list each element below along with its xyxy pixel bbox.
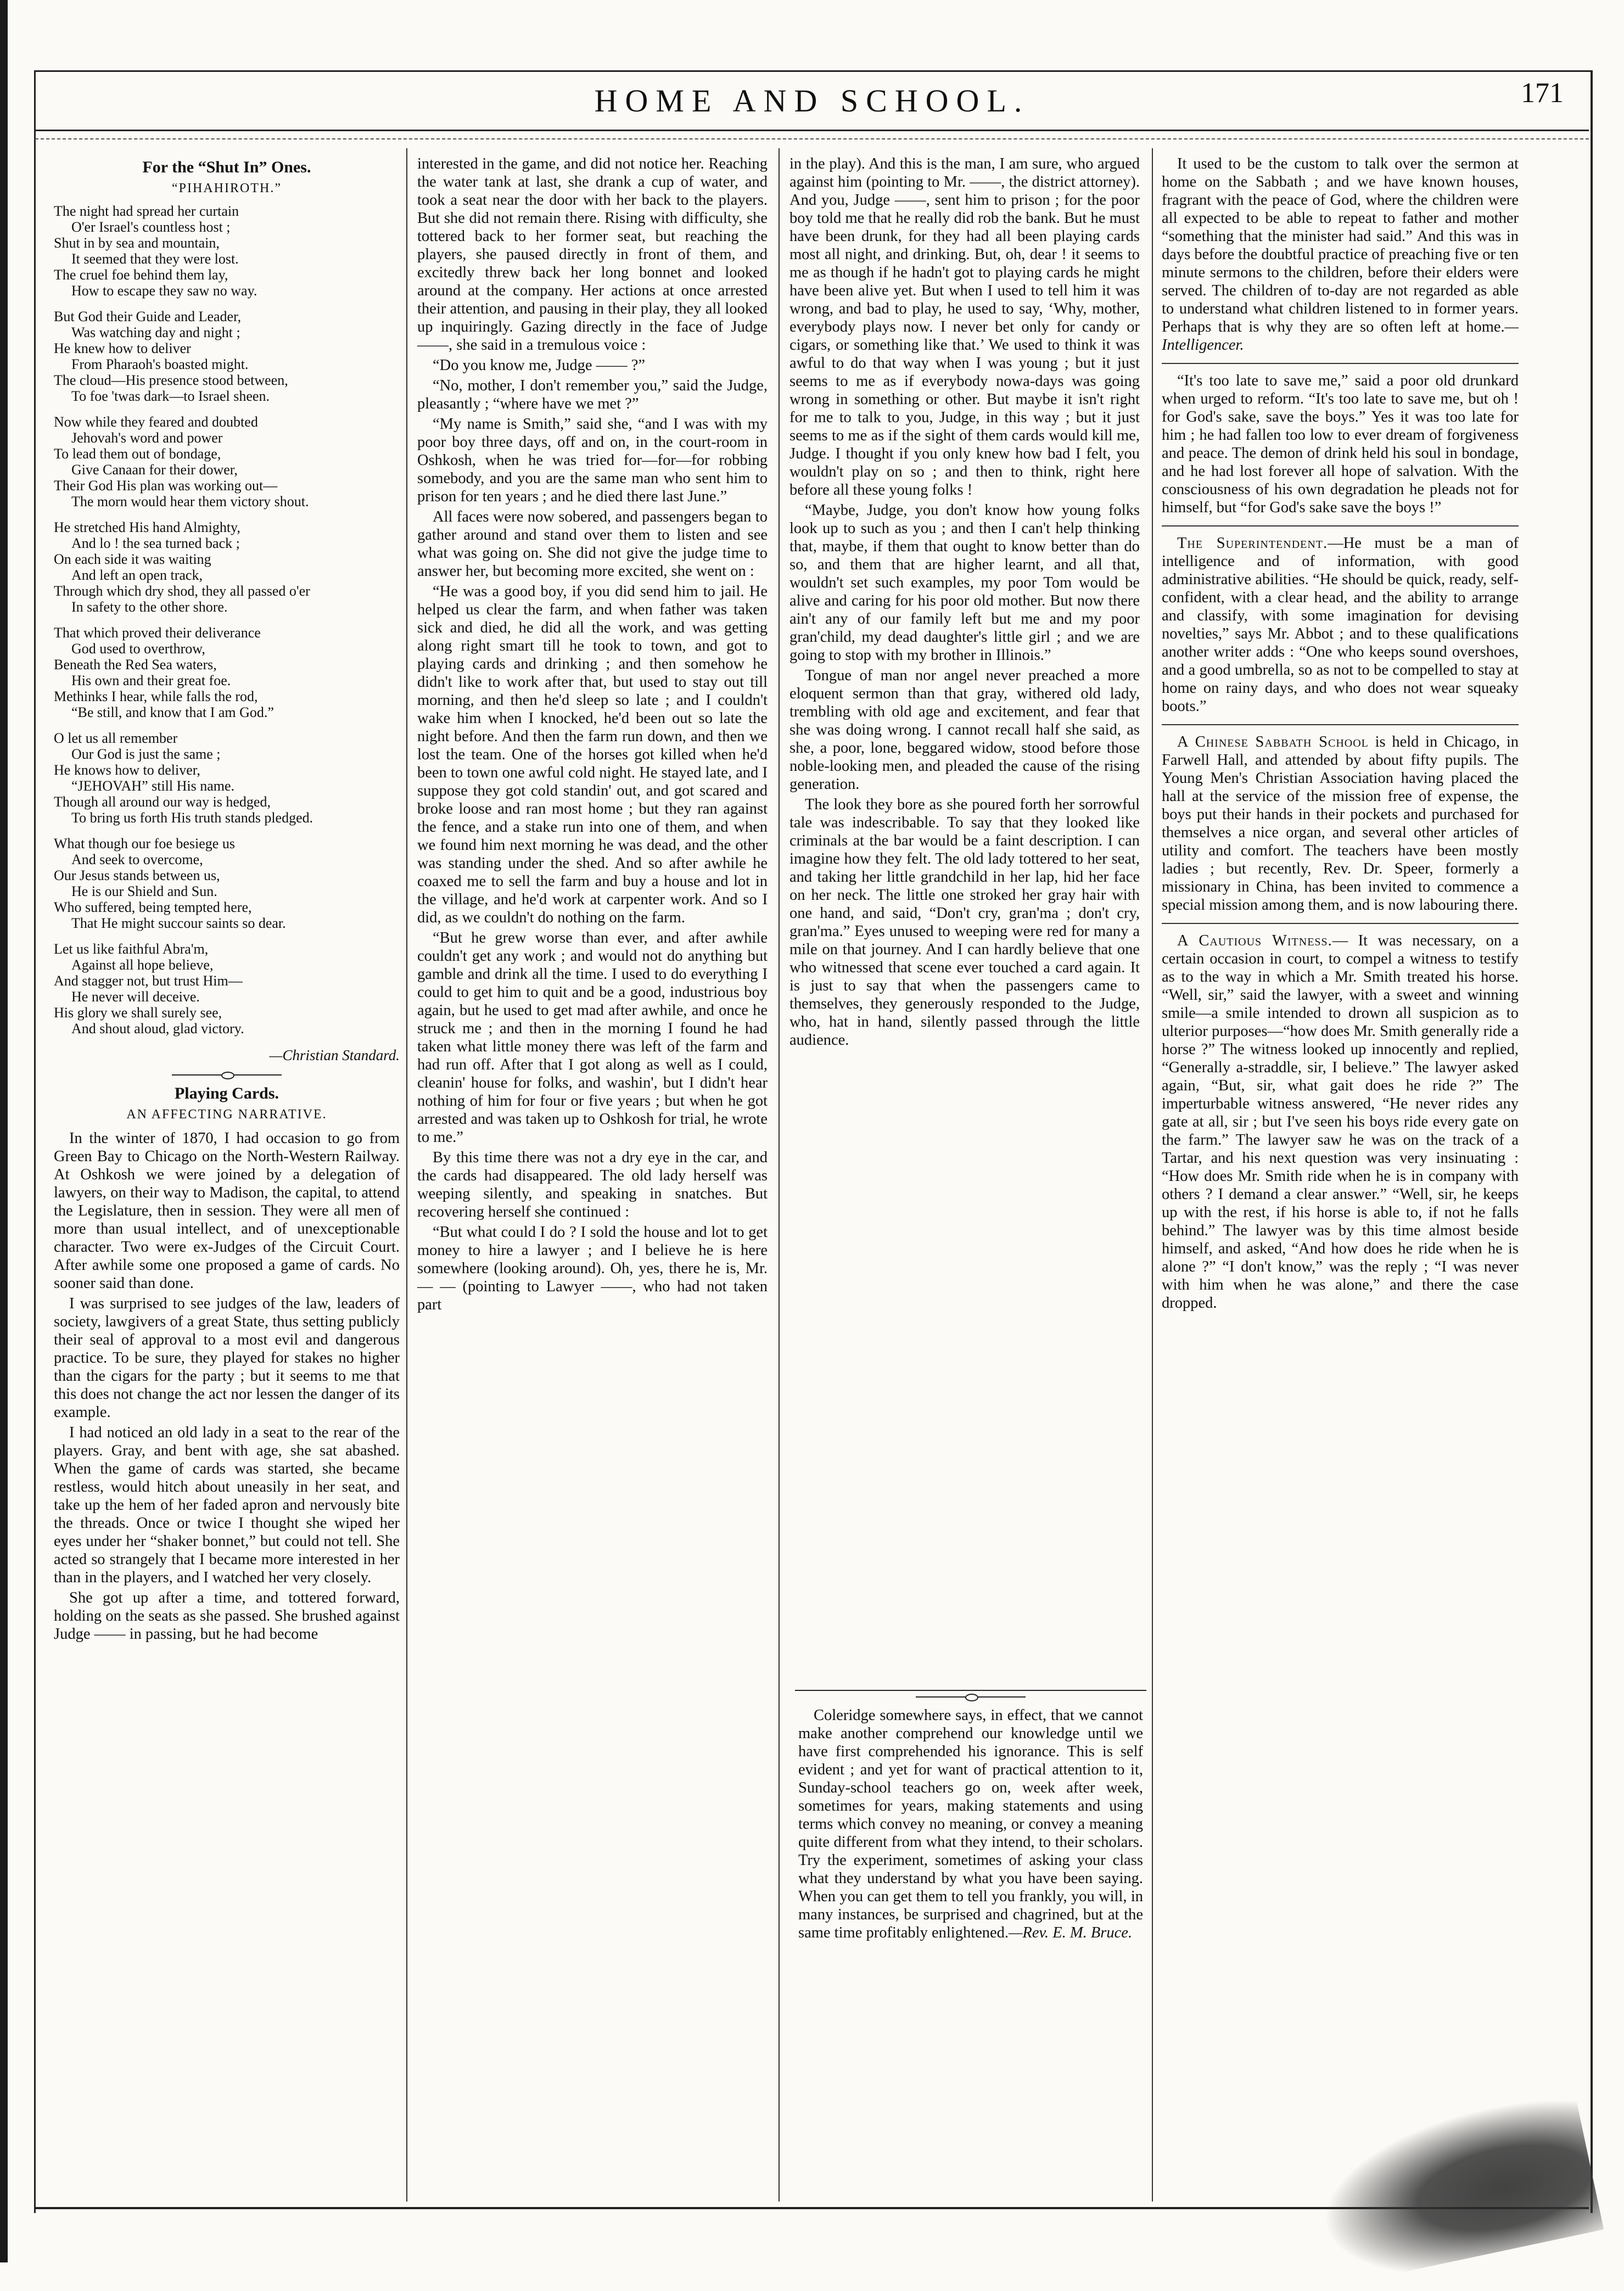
poem-line: Jehovah's word and power xyxy=(71,430,223,446)
poem-line: Their God His plan was working out— xyxy=(54,478,278,494)
superintendent-heading: The Superintendent. xyxy=(1177,535,1328,552)
poem-stanza xyxy=(54,203,400,299)
column-3 xyxy=(789,155,1140,1051)
poem-line: O let us all remember xyxy=(54,730,178,746)
article-paragraph: “But what could I do ? I sold the house and lot to get money to hire a lawyer ; and I believe he is here somewhere (looking around). Oh, yes, there he is, Mr. — — (pointing to Lawyer ——, who had not taken part xyxy=(417,1224,768,1313)
poem-line: To lead them out of bondage, xyxy=(54,446,221,462)
poem-line: On each side it was waiting xyxy=(54,551,211,567)
poem-line: The cruel foe behind them lay, xyxy=(54,267,228,283)
article-paragraph: Tongue of man nor angel never preached a more eloquent sermon than that gray, withered old lady, trembling with old age and excitement, and fear that she was doing wrong. I cannot recall half she said, as she, a poor, lone, beggared widow, stood before those noble-looking men, and pleaded the cause of the rising generation. xyxy=(789,667,1140,793)
poem-line: In safety to the other shore. xyxy=(71,599,228,615)
masthead-rule xyxy=(35,130,1589,131)
article-paragraph: All faces were now sobered, and passengers began to gather around and stand over them to listen and see what was going on. She did not give the judge time to answer her, but becoming more excited, she went on : xyxy=(417,508,768,580)
poem-line: He never will deceive. xyxy=(71,989,200,1005)
poem-line: To foe 'twas dark—to Israel sheen. xyxy=(71,388,270,404)
article-paragraph: I was surprised to see judges of the law, leaders of society, lawgivers of a great State, thus setting publicly their seal of approval to a most evil and dangerous practice. To be sure, they played for stakes no higher than the cigars for the party ; but it seems to me that this does not change the act nor lessen the danger of its example. xyxy=(54,1295,400,1421)
poem-line: Methinks I hear, while falls the rod, xyxy=(54,688,258,704)
masthead-title: HOME AND SCHOOL. xyxy=(594,83,1030,119)
superintendent-paragraph xyxy=(1162,534,1519,715)
item-rule xyxy=(1162,923,1519,924)
poem-line: The morn would hear them victory shout. xyxy=(71,494,309,509)
poem-line: The cloud—His presence stood between, xyxy=(54,372,288,388)
poem-line: Give Canaan for their dower, xyxy=(71,462,238,478)
poem-line: And shout aloud, glad victory. xyxy=(71,1021,244,1037)
item-rule xyxy=(1162,724,1519,725)
poem-line: Through which dry shod, they all passed o'er xyxy=(54,583,310,599)
sabbath-paragraph xyxy=(1162,155,1519,354)
poem-stanza xyxy=(54,730,400,826)
poem-line: That He might succour saints so dear. xyxy=(71,915,286,931)
poem-source: —Christian Standard. xyxy=(269,1047,400,1063)
coleridge-paragraph xyxy=(798,1706,1143,1942)
coleridge-text-wrap xyxy=(795,1706,1146,1942)
poem-line: But God their Guide and Leader, xyxy=(54,309,242,324)
coleridge-box xyxy=(795,1690,1146,2199)
poem-stanza xyxy=(54,941,400,1037)
article-paragraph: The look they bore as she poured forth her sorrowful tale was indescribable. To say that they looked like criminals at the bar would be a faint description. I can imagine how they felt. The old lady tottered to her seat, and taking her little grandchild in her lap, hid her face on her neck. The little one stroked her gray hair with one hand, and said, “Don't cry, gran'ma ; don't cry, gran'ma.” Eyes unused to weeping were red for many a mile on that journey. And I can hardly believe that one who witnessed that scene ever touched a card again. It is just to say that when the passengers came to themselves, they generously responded to the Judge, who, hat in hand, silently passed through the little audience. xyxy=(789,796,1140,1049)
article-paragraph: “But he grew worse than ever, and after awhile couldn't get any work ; and would not do anything but gamble and drink all the time. I used to do everything I could to get him to quit and be a good, industrious boy again, but he used to get mad after awhile, and once he struck me ; and then in the morning I found he had taken what little money there was left of the farm and had run off. After that I got along as well as I could, cleanin' house for folks, and washin', but I didn't hear nothing of him for four or five years ; but when he got arrested and was taken up to Oshkosh for trial, he wrote to me.” xyxy=(417,929,768,1146)
poem-line: God used to overthrow, xyxy=(71,641,205,657)
poem-line: Now while they feared and doubted xyxy=(54,414,258,430)
superintendent-text: —He must be a man of intelligence and of information, with good administrative abilities. “He should be quick, ready, self-confident, with a clear head, and the ability to arrange and classify, with some imagination for devising novelties,” says Mr. Abbot ; and to these qualifications another writer adds : “One who keeps sound overshoes, and a good umbrella, so as not to be compelled to stay at home on rainy days, and who does not wear squeaky boots.” xyxy=(1162,535,1519,715)
poem-line: Beneath the Red Sea waters, xyxy=(54,657,217,673)
witness-text: — It was necessary, on a certain occasion in court, to compel a witness to testify as to the way in which a Mr. Smith treated his horse. “Well, sir,” said the lawyer, with a sweet and winning smile—a smile intended to drown all suspicion as to ulterior purposes—“how does Mr. Smith generally ride a horse ?” The witness looked up innocently and replied, “Generally a-straddle, sir, I believe.” The lawyer asked again, “But, sir, what gait does he ride ?” The imperturbable witness answered, “He never rides any gate at all, sir ; but I've seen his boys ride every gate on the farm.” The lawyer saw he was on the track of a Tartar, and his next question was very insinuating : “How does Mr. Smith ride when he is in company with others ? I demand a clear answer.” “Well, sir, he keeps up with the rest, if his horse is able to, if not he falls behind.” The lawyer was by this time almost beside himself, and asked, “And how does he ride when he is alone ?” “I don't know,” was the reply ; “I was never with him when he was alone,” and there the case dropped. xyxy=(1162,932,1519,1312)
poem-line: It seemed that they were lost. xyxy=(71,251,239,267)
poem-stanza xyxy=(54,836,400,931)
item-rule xyxy=(1162,525,1519,526)
article-paragraph: interested in the game, and did not notice her. Reaching the water tank at last, she drank a cup of water, and took a seat near the door with her back to the players. But she did not remain there. Rising with difficulty, she tottered back to her former seat, but reaching the players, she paused directly in front of them, and excitedly threw back her long bonnet and looked around at the company. Her actions at once arrested their attention, and pausing in their play, they all looked up inquiringly. Gazing directly in the face of Judge ——, she said in a tremulous voice : xyxy=(417,155,768,354)
column-divider-3 xyxy=(1152,148,1153,2202)
article-paragraph: “No, mother, I don't remember you,” said the Judge, pleasantly ; “where have we met ?” xyxy=(417,377,768,412)
poem-line: Though all around our way is hedged, xyxy=(54,794,271,810)
poem-line: “JEHOVAH” still His name. xyxy=(71,778,235,794)
poem-line: O'er Israel's countless host ; xyxy=(71,219,231,235)
poem-line: And seek to overcome, xyxy=(71,852,203,867)
poem-line: To bring us forth His truth stands pledged. xyxy=(71,810,313,826)
item-rule xyxy=(1162,363,1519,364)
witness-paragraph xyxy=(1162,932,1519,1312)
scan-edge xyxy=(0,0,8,2262)
sabbath-text: It used to be the custom to talk over the sermon at home on the Sabbath ; and we have known houses, fragrant with the peace of God, where the children were all expected to be able to repeat to father and mother “something that the minister had said.” And this was in days before the doubtful practice of preaching five or ten minute sermons to the children, before their elders were served. The children of to-day are not regarded as able to understand what children listened to in former years. Perhaps that is why they are so often left at home. xyxy=(1162,155,1519,335)
poem-line: He knew how to deliver xyxy=(54,340,191,356)
column-2 xyxy=(417,155,768,1316)
poem-line: And lo ! the sea turned back ; xyxy=(71,535,240,551)
poem-subtitle: “PIHAHIROTH.” xyxy=(172,181,282,195)
poem-stanza xyxy=(54,519,400,615)
poem-line: What though our foe besiege us xyxy=(54,836,235,852)
poem-line: How to escape they saw no way. xyxy=(71,283,257,299)
chinese-school-paragraph xyxy=(1162,733,1519,914)
drunkard-paragraph: “It's too late to save me,” said a poor old drunkard when urged to reform. “It's too late to save me, but oh ! for God's sake, save the boys.” Yes it was too late for him ; he had fallen too low to ever dream of forgiveness and peace. The demon of drink held his soul in bondage, and he had lost forever all hope of salvation. With the consciousness of his own degradation he pleads not for himself, but “for God's sake save the boys !” xyxy=(1162,372,1519,516)
article-paragraph: “He was a good boy, if you did send him to jail. He helped us clear the farm, and when father was taken sick and died, he did all the work, and was getting along right smart till he took to town, and got to playing cards and drinking ; and then somehow he didn't like to work after that, but used to stay out till morning, and then he'd sleep so late ; and I couldn't wake him when I knocked, he'd been out so late the night before. And then the farm run down, and then we lost the team. One of the horses got killed when he'd been to town one awful cold night. He stayed late, and I suppose they got cold standin' out, and got scared and broke loose and ran most home ; but they ran against the fence, and a stake run into one of them, and when we found him next morning he was dead, and the other was standing under the shed. And so after awhile he coaxed me to sell the farm and buy a house and lot in the village, and he'd work at carpenter work. And so I did, as we couldn't do nothing on the farm. xyxy=(417,583,768,926)
poem-line: Our Jesus stands between us, xyxy=(54,867,220,883)
coleridge-text: Coleridge somewhere says, in effect, that we cannot make another comprehend our knowledge until we have first comprehended his ignorance. This is self evident ; and yet for want of practical attention to it, Sunday-school teachers go on, week after week, sometimes for years, making statements and using terms which convey no meaning, or convey a meaning quite different from what they intend, to their scholars. Try the experiment, sometimes of asking your class what they understand by what you have been saying. When you can get them to tell you frankly, you will, in many instances, be surprised and chagrined, but at the same time profitably enlightened. xyxy=(798,1707,1143,1941)
article-subtitle: AN AFFECTING NARRATIVE. xyxy=(126,1107,327,1122)
poem-line: Who suffered, being tempted here, xyxy=(54,899,252,915)
poem-line: And stagger not, but trust Him— xyxy=(54,973,243,989)
article-paragraph: in the play). And this is the man, I am sure, who argued against him (pointing to Mr. ——, the district attorney). And you, Judge ——, sent him to prison ; for the poor boy told me that he really did rob the bank. But he must have been drunk, for they had all been playing cards most all night, and drinking. But, oh, dear ! it seems to me as though if he hadn't got to playing cards he might have been alive yet. But when I used to tell him it was wrong, and bad to play, he used to say, ‘Why, mother, everybody plays now. I never bet only for candy or cigars, or something like that.’ We used to think it was awful to do that way when I was young ; but it just seems to me as if everybody nowa-days was going wrong in something or other. But maybe it isn't right for me to talk to you, Judge, in this way ; but it just seems to me as if the sight of them cards would kill me, Judge. I thought if you only knew how bad I felt, you wouldn't play on so ; and then to think, right here before all these young folks ! xyxy=(789,155,1140,498)
article-paragraph: “Maybe, Judge, you don't know how young folks look up to such as you ; and then I can't help thinking that, maybe, if them that ought to know better than do so, and them that are higher learnt, and all that, wouldn't set such examples, my poor Tom would be alive and caring for his poor old mother. But now there ain't any of our family left but me and my poor gran'child, my dead daughter's little girl ; and we are going to stop with my brother in Illinois.” xyxy=(789,502,1140,664)
poem-stanza xyxy=(54,625,400,720)
poem-line: From Pharaoh's boasted might. xyxy=(71,356,249,372)
article-title: Playing Cards. xyxy=(174,1084,279,1102)
article-paragraph: I had noticed an old lady in a seat to the rear of the players. Gray, and bent with age, she sat abashed. When the game of cards was started, she became restless, would hitch about uneasily in her seat, and take up the hem of her faded apron and nervously bite the threads. Once or twice I thought she wiped her eyes under her “shaker bonnet,” but could not tell. She acted so strangely that I became more interested in her than in the players, and I watched her very closely. xyxy=(54,1424,400,1586)
masthead-rule-dashed xyxy=(35,138,1589,139)
article-paragraph: “Do you know me, Judge —— ?” xyxy=(433,357,646,374)
poem-line: He stretched His hand Almighty, xyxy=(54,519,240,535)
poem-line: Against all hope believe, xyxy=(71,957,214,973)
poem-line: He knows how to deliver, xyxy=(54,762,200,778)
poem-line: And left an open track, xyxy=(71,567,203,583)
poem-line: “Be still, and know that I am God.” xyxy=(71,704,274,720)
witness-heading: A Cautious Witness. xyxy=(1177,932,1332,949)
poem-stanza xyxy=(54,309,400,404)
article-paragraph: She got up after a time, and tottered forward, holding on the seats as she passed. She brushed against Judge —— in passing, but he had become xyxy=(54,1589,400,1643)
poem-line: Shut in by sea and mountain, xyxy=(54,235,220,251)
poem-stanza xyxy=(54,414,400,509)
article-paragraph: In the winter of 1870, I had occasion to go from Green Bay to Chicago on the North-Western Railway. At Oshkosh we were joined by a delegation of lawyers, on their way to Madison, the capital, to attend the Legislature, then in session. They were all men of more than usual intellect, and of unexceptionable character. Two were ex-Judges of the Circuit Court. After awhile some one proposed a game of cards. No sooner said than done. xyxy=(54,1130,400,1292)
page-number: 171 xyxy=(1521,77,1564,109)
poem-line: The night had spread her curtain xyxy=(54,203,239,219)
poem-line: Was watching day and night ; xyxy=(71,324,240,340)
column-divider-2 xyxy=(779,148,780,2202)
coleridge-source: —Rev. E. M. Bruce. xyxy=(1009,1924,1133,1941)
sabbath-source: —Intelligencer. xyxy=(1162,318,1519,354)
chinese-school-text: is held in Chicago, in Farwell Hall, and attended by about fifty pupils. The Young Men's Christian Association having placed the hall at the service of the mission free of expense, the boys put their hands in their pockets and purchased for themselves a nice organ, and several other articles of utility and comfort. The teachers have been mostly ladies ; but recently, Rev. Dr. Speer, formerly a missionary in China, has been invited to commence a special mission among them, and is now labouring there. xyxy=(1162,733,1519,914)
section-separator xyxy=(172,1074,282,1076)
poem-stanzas xyxy=(54,203,400,1037)
poem-line: Let us like faithful Abra'm, xyxy=(54,941,209,957)
section-separator xyxy=(916,1696,1026,1698)
poem-line: Our God is just the same ; xyxy=(71,746,221,762)
poem-line: His glory we shall surely see, xyxy=(54,1005,222,1021)
article-paragraph: “My name is Smith,” said she, “and I was with my poor boy three days, off and on, in the court-room in Oshkosh, when he was tried for—for—for robbing somebody, and you are the same man who sent him to prison for ten years ; and he died there last June.” xyxy=(417,416,768,505)
column-1 xyxy=(54,155,400,1645)
column-divider-1 xyxy=(406,148,407,2202)
poem-title: For the “Shut In” Ones. xyxy=(142,158,311,176)
poem-line: That which proved their deliverance xyxy=(54,625,261,641)
poem-line: His own and their great foe. xyxy=(71,673,231,688)
poem-line: He is our Shield and Sun. xyxy=(71,883,217,899)
article-paragraph: By this time there was not a dry eye in the car, and the cards had disappeared. The old lady herself was weeping silently, and speaking in snatches. But recovering herself she continued : xyxy=(417,1149,768,1220)
chinese-school-heading: A Chinese Sabbath School xyxy=(1177,733,1369,750)
column-4 xyxy=(1162,155,1519,1314)
